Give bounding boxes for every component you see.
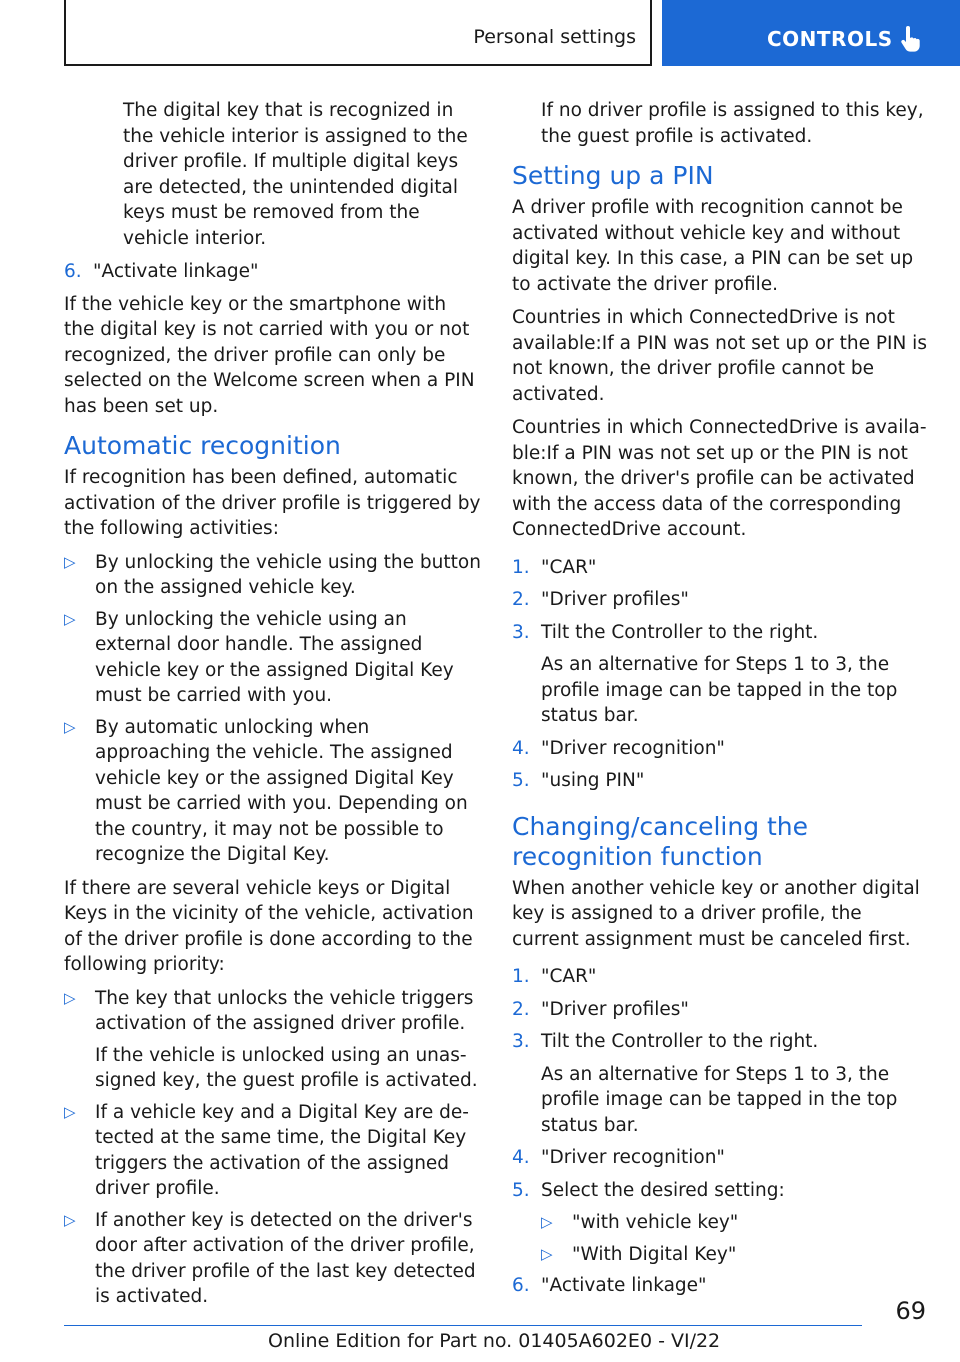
step-number: 6. xyxy=(64,261,82,282)
step-number: 5. xyxy=(512,1179,530,1201)
list-item xyxy=(541,1242,932,1268)
edition-footer: Online Edition for Part no. 01405A602E0 - VI/22 xyxy=(268,1330,721,1352)
list-item xyxy=(64,607,482,709)
triangle-bullet-icon: ▷ xyxy=(541,1213,553,1231)
step-text: "Driver recognition" xyxy=(541,737,725,759)
step-text: "using PIN" xyxy=(541,770,645,791)
step-item xyxy=(512,620,932,646)
step-text: "CAR" xyxy=(541,556,597,578)
header-section-box xyxy=(64,0,652,66)
list-item xyxy=(64,715,482,868)
list-item-text: "With Digital Key" xyxy=(572,1243,737,1265)
step-text: "Driver recognition" xyxy=(541,1147,725,1168)
changing-recognition-intro: When another vehicle key or another digital key is assigned to a driver profile, the current assignment must be canceled first. xyxy=(512,877,920,950)
step-text: Tilt the Controller to the right. xyxy=(541,621,819,643)
step-item xyxy=(512,997,932,1023)
step-number: 4. xyxy=(512,1147,530,1168)
automatic-recognition-heading: Automatic recognition xyxy=(64,431,341,460)
triangle-bullet-icon: ▷ xyxy=(541,1244,553,1263)
change-steps-list xyxy=(512,964,932,1299)
triangle-bullet-icon: ▷ xyxy=(64,1210,76,1229)
list-item-text: If another key is detected on the driver's door after activation of the driver profile, the driver profile of the last key detected is activated. xyxy=(95,1209,476,1307)
step-item xyxy=(512,1029,932,1055)
step-text: Tilt the Controller to the right. xyxy=(541,1031,819,1052)
header-chapter-title: CONTROLS xyxy=(767,27,893,51)
automatic-recognition-intro: If recognition has been defined, automatic activation of the driver profile is triggered by the following activities: xyxy=(64,467,481,539)
list-item xyxy=(64,550,482,601)
pin-steps-list xyxy=(512,555,932,794)
triangle-bullet-icon: ▷ xyxy=(64,552,76,571)
triangle-bullet-icon: ▷ xyxy=(64,1102,76,1121)
priority-list xyxy=(64,986,482,1310)
step-number: 4. xyxy=(512,737,530,759)
step-item xyxy=(512,768,932,794)
list-item-text: By unlocking the vehicle using an external door handle. The assigned vehicle key or the assigned Digital Key must be carried with you. xyxy=(95,608,454,706)
pointing-hand-icon xyxy=(900,26,922,54)
footer-divider xyxy=(64,1325,862,1326)
step-subtext: As an alternative for Steps 1 to 3, the profile image can be tapped in the top status bar. xyxy=(541,654,898,726)
priority-intro: If there are several vehicle keys or Digital Keys in the vicinity of the vehicle, activation of the driver profile is done according to the following priority: xyxy=(64,877,474,975)
step-text: "CAR" xyxy=(541,966,597,987)
pin-paragraph-3: Countries in which ConnectedDrive is available:If a PIN was not set up or the PIN is not known, the driver's profile can be activated with the access data of the corresponding ConnectedDrive account. xyxy=(512,417,927,540)
step-number: 3. xyxy=(512,621,530,643)
step-number: 1. xyxy=(512,966,530,987)
activities-list xyxy=(64,550,482,868)
list-item-text: By unlocking the vehicle using the button on the assigned vehicle key. xyxy=(95,551,481,598)
list-item xyxy=(64,1100,482,1202)
list-item xyxy=(64,986,482,1037)
list-item-text: If a vehicle key and a Digital Key are detected at the same time, the Digital Key triggers the activation of the assigned driver profile. xyxy=(95,1101,469,1199)
left-column xyxy=(64,98,482,1318)
step-item xyxy=(64,259,482,285)
list-item-text: "with vehicle key" xyxy=(572,1212,739,1233)
triangle-bullet-icon: ▷ xyxy=(64,988,76,1007)
step-number: 3. xyxy=(512,1031,530,1052)
step-number: 2. xyxy=(512,998,530,1020)
list-item xyxy=(541,1210,932,1236)
step-text: "Driver profiles" xyxy=(541,589,689,610)
step-number: 2. xyxy=(512,589,530,610)
step-text: Select the desired setting: xyxy=(541,1179,785,1201)
header-section-title: Personal settings xyxy=(473,26,636,48)
step-subtext: As an alternative for Steps 1 to 3, the profile image can be tapped in the top status bar. xyxy=(541,1063,898,1136)
page-header xyxy=(64,0,960,66)
list-item-subtext: If the vehicle is unlocked using an unassigned key, the guest profile is activated. xyxy=(95,1044,478,1091)
step-number: 1. xyxy=(512,556,530,578)
list-item-text: The key that unlocks the vehicle triggers activation of the assigned driver profile. xyxy=(95,987,474,1034)
list-item-text: By automatic unlocking when approaching the vehicle. The assigned vehicle key or the assigned Digital Key must be carried with you. Depending on the country, it may not be possible to recognize the Digital Key. xyxy=(95,716,468,865)
triangle-bullet-icon: ▷ xyxy=(64,609,76,628)
pin-paragraph-2: Countries in which ConnectedDrive is not available:If a PIN was not set up or the PIN is not known, the driver profile cannot be activated. xyxy=(512,307,927,405)
step-text: "Activate linkage" xyxy=(541,1275,707,1296)
right-intro-paragraph: If no driver profile is assigned to this key, the guest profile is activated. xyxy=(541,100,924,147)
step-number: 6. xyxy=(512,1275,530,1296)
step-item xyxy=(512,1273,932,1299)
triangle-bullet-icon: ▷ xyxy=(64,717,76,736)
step-item xyxy=(512,1178,932,1204)
step-text: "Driver profiles" xyxy=(541,998,689,1020)
setting-up-pin-heading: Setting up a PIN xyxy=(512,161,714,190)
step-item xyxy=(512,736,932,762)
left-intro-paragraph: The digital key that is recognized in the vehicle interior is assigned to the driver profile. If multiple digital keys are detected, the unintended digital keys must be removed from the vehicle interior. xyxy=(123,100,468,249)
list-item xyxy=(64,1208,482,1310)
settings-options-list xyxy=(512,1210,932,1267)
step-number: 5. xyxy=(512,770,530,791)
changing-recognition-heading: Changing/canceling the recognition function xyxy=(512,811,809,871)
step-item xyxy=(512,964,932,990)
step-item xyxy=(512,555,932,581)
step-text: "Activate linkage" xyxy=(93,261,259,282)
page-number: 69 xyxy=(895,1297,926,1325)
step-item xyxy=(512,587,932,613)
pin-note-paragraph: If the vehicle key or the smartphone with the digital key is not carried with you or not recognized, the driver profile can only be selected on the Welcome screen when a PIN has been set up. xyxy=(64,293,475,417)
right-column xyxy=(512,98,932,1306)
header-chapter-box xyxy=(662,0,960,66)
pin-paragraph-1: A driver profile with recognition cannot be activated without vehicle key and without digital key. In this case, a PIN can be set up to activate the driver profile. xyxy=(512,197,914,295)
step-item xyxy=(512,1145,932,1171)
